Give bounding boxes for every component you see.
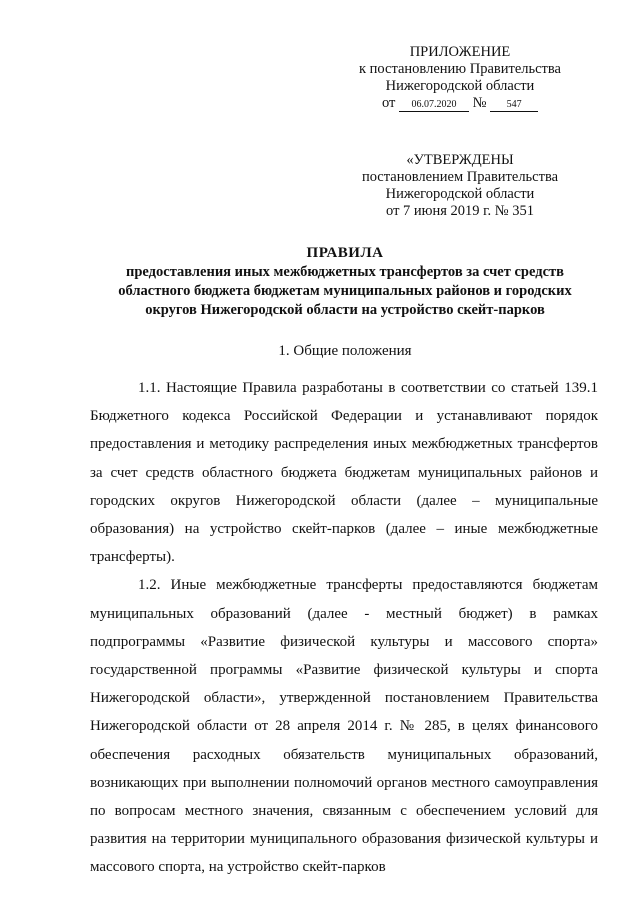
appendix-region: Нижегородской области (385, 78, 535, 94)
approved-date: от 7 июня 2019 г. № 351 (386, 203, 534, 219)
document-subtitle-line-1: предоставления иных межбюджетных трансфертов за счет средств (126, 264, 564, 280)
document-title: ПРАВИЛА (306, 245, 384, 261)
approved-block (340, 152, 580, 220)
paragraph-1-1: 1.1. Настоящие Правила разработаны в соответствии со статьей 139.1 Бюджетного кодекса Российской Федерации и устанавливают порядок предоставления и методику распределения иных межбюджетных трансфертов за счет средств областного бюджета бюджетам муниципальных районов и городских округов Нижегородской области (далее – муниципальные образования) на устройство скейт-парков (далее – иные межбюджетные трансферты). (90, 380, 598, 566)
approved-region: Нижегородской области (385, 186, 535, 202)
body-text (90, 374, 598, 882)
appendix-title: ПРИЛОЖЕНИЕ (409, 44, 511, 60)
appendix-block (340, 44, 580, 112)
document-title-block (90, 244, 600, 320)
decree-number: 547 (490, 99, 538, 112)
appendix-reference: к постановлению Правительства (359, 61, 561, 77)
from-label: от (381, 95, 396, 111)
paragraph-1-2: 1.2. Иные межбюджетные трансферты предоставляются бюджетам муниципальных образований (далее - местный бюджет) в рамках подпрограммы «Развитие физической культуры и массового спорта» государственной программы «Развитие физической культуры и спорта Нижегородской области», утвержденной постановлением Правительства Нижегородской области от 28 апреля 2014 г. № 285, в целях финансового обеспечения расходных обязательств муниципальных образований, возникающих при выполнении полномочий органов местного самоуправления по вопросам местного значения, связанным с обеспечением условий для развития на территории муниципального образования физической культуры и массового спорта, на устройство скейт-парков (90, 577, 598, 876)
number-label: № (472, 95, 487, 111)
section-heading: 1. Общие положения (278, 343, 412, 359)
approved-by: постановлением Правительства (361, 169, 559, 185)
approved-title: «УТВЕРЖДЕНЫ (406, 152, 514, 168)
document-subtitle-line-3: округов Нижегородской области на устройство скейт-парков (145, 302, 545, 318)
decree-date: 06.07.2020 (399, 99, 469, 112)
document-subtitle-line-2: областного бюджета бюджетам муниципальных районов и городских (118, 283, 572, 299)
appendix-date-line (340, 95, 580, 112)
